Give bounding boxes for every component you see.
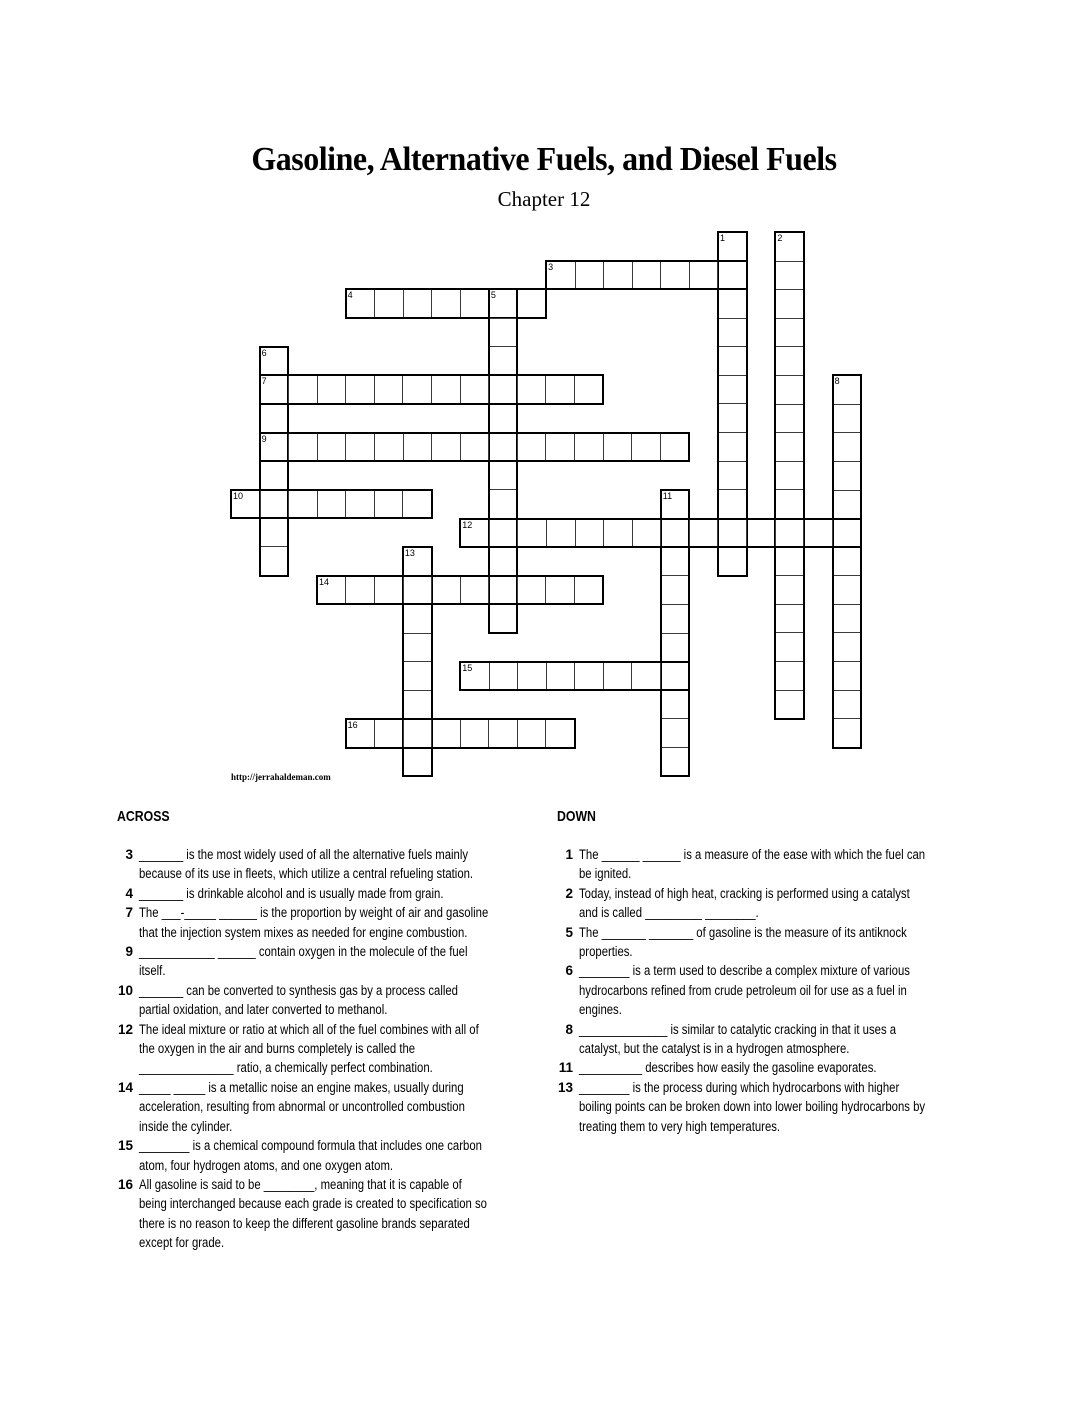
source-url: http://jerrahaldeman.com [231,772,331,782]
grid-cell[interactable] [260,491,289,518]
grid-cell[interactable] [345,376,374,403]
grid-cell[interactable] [546,663,575,690]
word-run-15-across [459,661,690,692]
clue-number: 6 [565,963,573,979]
across-clue-list [117,845,563,1253]
grid-cell[interactable] [603,663,632,690]
word-run-3-across [545,260,748,291]
grid-cell[interactable] [631,434,660,461]
clue-text: ________ is the process during which hydrocarbons with higher boiling points can be broken down into lower boiling hydrocarbons by treating them to very high temperatures. [579,1079,926,1134]
clue-text: _______ can be converted to synthesis gas by a process called partial oxidation, and later converted to methanol. [139,982,458,1018]
grid-cell[interactable] [404,661,431,690]
grid-cell[interactable] [404,747,431,776]
clue-number: 9 [125,944,133,960]
grid-cell[interactable] [404,690,431,719]
clue-text: All gasoline is said to be ________, meaning that it is capable of being interchanged because each grade is created to specification so there is no reason to keep the different gasoline brands separated except for grade. [139,1176,487,1251]
grid-cell[interactable] [517,663,546,690]
grid-cell[interactable] [317,491,346,518]
clue-number: 12 [117,1021,133,1037]
clue-number: 4 [125,885,133,901]
grid-cell[interactable] [490,603,517,632]
grid-cell[interactable] [288,376,317,403]
grid-cell[interactable] [347,720,375,747]
grid-cell[interactable] [545,434,574,461]
grid-cell[interactable] [517,520,546,547]
clue-text: ____________ ______ contain oxygen in the molecule of the fuel itself. [139,944,468,979]
grid-cell[interactable] [490,290,517,318]
grid-cell[interactable] [834,461,861,490]
grid-cell[interactable] [834,632,861,661]
grid-cell[interactable] [574,434,603,461]
grid-cell[interactable] [776,661,803,690]
clue-number: 15 [117,1138,133,1154]
cell-number: 10 [233,490,244,501]
grid-cell[interactable] [403,434,432,461]
grid-cell[interactable] [517,376,546,403]
clue-text: _______ is drinkable alcohol and is usually made from grain. [139,885,444,901]
clue-item [117,845,563,884]
cell-number: 5 [490,290,496,301]
grid-cell[interactable] [517,434,546,461]
clue-text: The ___-_____ ______ is the proportion by weight of air and gasoline that the injection system mixes as needed for engine combustion. [139,905,489,940]
grid-cell[interactable] [431,290,460,317]
word-run-14-across [316,575,605,606]
grid-cell[interactable] [431,434,460,461]
word-run-2-down [774,231,805,720]
grid-cell[interactable] [776,432,803,461]
grid-cell[interactable] [834,490,861,519]
clue-item [557,923,1003,962]
grid-cell[interactable] [261,376,289,403]
grid-cell[interactable] [719,318,746,347]
clue-number: 2 [565,885,573,901]
grid-cell[interactable] [317,376,346,403]
grid-cell[interactable] [545,376,574,403]
cell-number: 15 [462,662,473,673]
grid-cell[interactable] [776,261,803,290]
clue-number: 10 [117,982,133,998]
cell-number: 6 [261,347,267,358]
cell-number: 14 [318,576,329,587]
cell-number: 7 [261,376,267,387]
grid-cell[interactable] [719,233,746,261]
grid-cell[interactable] [488,434,517,461]
grid-cell[interactable] [545,720,574,747]
worksheet-subtitle: Chapter 12 [497,187,591,211]
clue-item [557,1020,1003,1059]
grid-cell[interactable] [660,520,689,547]
grid-cell[interactable] [662,604,689,633]
word-run-12-across [459,518,862,549]
grid-cell[interactable] [490,404,517,433]
grid-cell[interactable] [575,520,604,547]
grid-cell[interactable] [404,604,431,633]
grid-cell[interactable] [345,491,374,518]
grid-cell[interactable] [776,289,803,318]
grid-cell[interactable] [488,577,517,604]
grid-cell[interactable] [631,663,660,690]
grid-cell[interactable] [746,520,775,547]
cell-number: 16 [347,720,358,731]
grid-cell[interactable] [460,290,489,317]
cell-number: 3 [548,261,554,272]
grid-cell[interactable] [261,461,288,490]
clue-text: ________ is a chemical compound formula that includes one carbon atom, four hydrogen atoms, and one oxygen atom. [139,1138,482,1173]
grid-cell[interactable] [288,434,317,461]
grid-cell[interactable] [317,434,346,461]
down-clues-section [557,808,1003,1136]
grid-cell[interactable] [403,290,432,317]
grid-cell[interactable] [345,434,374,461]
grid-cell[interactable] [488,376,517,403]
grid-cell[interactable] [517,577,546,604]
clue-number: 7 [125,905,133,921]
grid-cell[interactable] [662,718,689,747]
grid-cell[interactable] [431,720,460,747]
grid-cell[interactable] [402,491,431,518]
grid-cell[interactable] [402,376,431,403]
cell-number: 8 [834,376,840,387]
grid-cell[interactable] [431,577,460,604]
grid-cell[interactable] [834,575,861,604]
grid-cell[interactable] [461,520,489,547]
grid-cell[interactable] [776,547,803,576]
grid-cell[interactable] [490,489,517,518]
cell-number: 9 [261,433,267,444]
grid-cell[interactable] [489,520,518,547]
grid-cell[interactable] [834,661,861,690]
cell-number: 4 [347,290,353,301]
grid-cell[interactable] [489,663,518,690]
clue-text: ______________ is similar to catalytic cracking in that it uses a catalyst, but the catalyst is in a hydrogen atmosphere. [579,1021,897,1057]
grid-cell[interactable] [719,461,746,490]
clue-item [117,981,563,1020]
grid-cell[interactable] [776,690,803,719]
clue-text: The ______ ______ is a measure of the ease with which the fuel can be ignited. [579,847,926,882]
cell-number: 1 [720,233,726,243]
cell-number: 12 [462,519,473,530]
grid-cell[interactable] [431,376,460,403]
grid-cell[interactable] [776,233,803,261]
clue-item [557,884,1003,923]
clue-item [557,845,1003,884]
grid-cell[interactable] [574,577,603,604]
grid-cell[interactable] [490,546,517,575]
clue-number: 16 [117,1176,133,1192]
grid-cell[interactable] [261,404,288,433]
grid-cell[interactable] [404,548,431,576]
clue-text: ________ is a term used to describe a complex mixture of various hydrocarbons refined from crude petroleum oil for use as a fuel in engines. [579,963,910,1018]
grid-cell[interactable] [374,720,403,747]
clue-number: 13 [557,1079,573,1095]
clue-item [117,903,563,942]
grid-cell[interactable] [460,720,489,747]
grid-cell[interactable] [662,575,689,604]
grid-cell[interactable] [662,747,689,776]
grid-cell[interactable] [318,577,346,604]
grid-cell[interactable] [660,663,689,690]
clue-number: 8 [565,1021,573,1037]
grid-cell[interactable] [545,577,574,604]
down-clue-list [557,845,1003,1136]
grid-cell[interactable] [517,290,546,317]
clue-item [557,1058,1003,1077]
grid-cell[interactable] [632,520,661,547]
clue-number: 1 [565,847,573,862]
grid-cell[interactable] [776,375,803,404]
grid-cell[interactable] [347,290,375,317]
grid-cell[interactable] [803,520,832,547]
grid-cell[interactable] [517,720,546,747]
grid-cell[interactable] [776,604,803,633]
grid-cell[interactable] [488,720,517,747]
grid-cell[interactable] [374,376,403,403]
clue-item [117,1136,563,1175]
cell-number: 13 [404,548,415,559]
clue-text: _____ _____ is a metallic noise an engine makes, usually during acceleration, resulting from abnormal or uncontrolled combustion inside the cylinder. [139,1079,465,1134]
clue-text: The ideal mixture or ratio at which all of the fuel combines with all of the oxygen in the air and burns completely is called the _______________ ratio, a chemically perfect combination. [139,1021,479,1076]
grid-cell[interactable] [719,546,746,575]
clue-text: __________ describes how easily the gasoline evaporates. [579,1060,877,1076]
cell-number: 2 [777,233,783,243]
grid-cell[interactable] [574,663,603,690]
clue-number: 11 [558,1060,573,1076]
grid-cell[interactable] [834,690,861,719]
grid-cell[interactable] [345,577,374,604]
grid-cell[interactable] [662,633,689,662]
grid-cell[interactable] [261,518,288,547]
grid-cell[interactable] [776,489,803,518]
grid-cell[interactable] [776,575,803,604]
clue-text: The _______ _______ of gasoline is the measure of its antiknock properties. [579,924,907,960]
grid-cell[interactable] [404,633,431,662]
grid-cell[interactable] [719,432,746,461]
grid-cell[interactable] [374,577,403,604]
grid-cell[interactable] [261,546,288,575]
grid-cell[interactable] [834,432,861,461]
grid-cell[interactable] [775,520,804,547]
grid-cell[interactable] [374,491,403,518]
clue-number: 3 [125,847,133,862]
grid-cell[interactable] [719,375,746,404]
clue-text: Today, instead of high heat, cracking is performed using a catalyst and is called _________ ________. [579,885,910,921]
clue-number: 5 [565,924,573,940]
grid-cell[interactable] [460,577,489,604]
grid-cell[interactable] [490,346,517,375]
cell-number: 11 [662,490,673,501]
grid-cell[interactable] [460,434,489,461]
grid-cell[interactable] [374,290,403,317]
grid-cell[interactable] [662,491,689,519]
clue-item [117,1078,563,1136]
grid-cell[interactable] [403,720,432,747]
grid-cell[interactable] [261,348,288,376]
word-run-9-across [259,432,691,463]
clue-item [117,1020,563,1078]
grid-cell[interactable] [719,403,746,432]
clue-item [117,884,563,903]
grid-cell[interactable] [662,547,689,576]
grid-cell[interactable] [776,346,803,375]
grid-cell[interactable] [490,461,517,490]
clue-number: 14 [117,1079,133,1095]
word-run-10-across [230,489,433,520]
grid-cell[interactable] [603,262,632,289]
grid-cell[interactable] [461,663,489,690]
grid-cell[interactable] [261,434,289,461]
grid-cell[interactable] [717,262,746,289]
grid-cell[interactable] [834,376,861,404]
clue-text: _______ is the most widely used of all the alternative fuels mainly because of its use in fleets, which utilize a central refueling station. [139,847,474,882]
grid-cell[interactable] [547,262,575,289]
grid-cell[interactable] [834,404,861,433]
grid-cell[interactable] [232,491,260,518]
grid-cell[interactable] [689,262,718,289]
grid-cell[interactable] [776,318,803,347]
grid-cell[interactable] [574,376,603,403]
grid-cell[interactable] [632,262,661,289]
grid-cell[interactable] [776,632,803,661]
grid-cell[interactable] [717,520,746,547]
grid-cell[interactable] [834,604,861,633]
word-run-7-across [259,374,605,405]
grid-cell[interactable] [662,690,689,719]
grid-cell[interactable] [776,404,803,433]
grid-cell[interactable] [660,434,689,461]
worksheet-title: Gasoline, Alternative Fuels, and Diesel Fuels [251,141,837,178]
clue-item [117,1175,563,1253]
grid-cell[interactable] [776,461,803,490]
grid-cell[interactable] [719,289,746,318]
across-clues-section [117,808,563,1253]
word-run-16-across [345,718,576,749]
down-heading: DOWN [557,808,596,825]
grid-cell[interactable] [660,262,689,289]
grid-cell[interactable] [374,434,403,461]
grid-cell[interactable] [490,318,517,347]
grid-cell[interactable] [719,346,746,375]
grid-cell[interactable] [834,718,861,747]
grid-cell[interactable] [603,434,632,461]
word-run-8-down [832,374,863,748]
grid-cell[interactable] [460,376,489,403]
grid-cell[interactable] [603,520,632,547]
grid-cell[interactable] [834,547,861,576]
grid-cell[interactable] [575,262,604,289]
grid-cell[interactable] [832,520,861,547]
clue-item [557,961,1003,1019]
across-heading: ACROSS [117,808,170,825]
clue-item [557,1078,1003,1136]
grid-cell[interactable] [546,520,575,547]
clue-item [117,942,563,981]
grid-cell[interactable] [403,577,432,604]
grid-cell[interactable] [288,491,317,518]
grid-cell[interactable] [689,520,718,547]
grid-cell[interactable] [719,489,746,518]
